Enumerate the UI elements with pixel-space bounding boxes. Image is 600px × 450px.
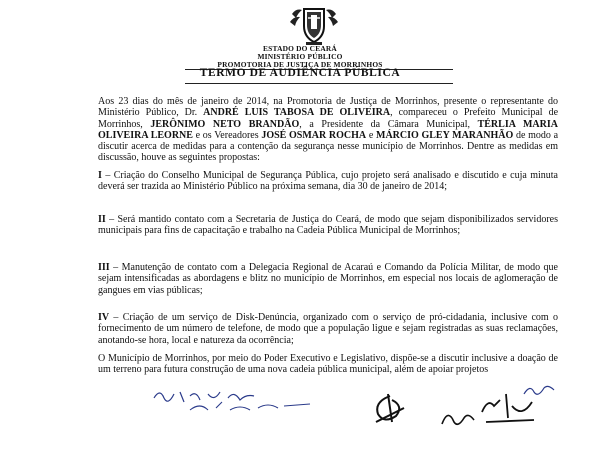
- margin-initials-icon: [520, 380, 560, 400]
- council-president-name: TÉRLIA MARIA OLIVEIRA LEORNE: [98, 118, 558, 141]
- document-title: TERMO DE AUDIÊNCIA PÚBLICA: [199, 67, 401, 79]
- signature-2-icon: [438, 404, 478, 430]
- proposal-item-2: II – Será mantido contato com a Secretaria de Justiça do Ceará, de modo que sejam disponibilizados servidores municipais para fins de capacitação e trabalho na Cadeia Pública Municipal de Morrinhos;: [98, 214, 558, 237]
- header-ministry: MINISTÉRIO PÚBLICO: [257, 52, 343, 61]
- councilor-name-2: MÁRCIO GLEY MARANHÃO: [376, 129, 514, 141]
- closing-paragraph: O Município de Morrinhos, por meio do Poder Executivo e Legislativo, dispõe-se a discutir inclusive a doação de um terreno para futura construção de uma nova cadeia pública municipal, além de apoiar projetos: [98, 353, 558, 376]
- title-divider: [185, 83, 453, 84]
- proposal-item-3: III – Manutenção de contato com a Delegacia Regional de Acaraú e Comando da Polícia Militar, de modo que sejam intensificadas as abordagens e blitz no município de Morrinhos, em especial nos locais de aglomeração de gangues em vias públicas;: [98, 262, 558, 296]
- prosecutor-name: ANDRÉ LUIS TABOSA DE OLIVEIRA: [203, 107, 391, 119]
- handwritten-note-signature: [150, 384, 320, 414]
- mayor-name: JERÔNIMO NETO BRANDÃO: [150, 118, 300, 130]
- proposal-item-1: I – Criação do Conselho Municipal de Segurança Pública, cujo projeto será analisado e discutido e cuja minuta deverá ser trazida ao Ministério Público na próxima semana, dia 30 de janeiro de 2014;: [98, 170, 558, 193]
- intro-paragraph: Aos 23 dias do mês de janeiro de 2014, na Promotoria de Justiça de Morrinhos, presente o representante do Ministério Público, Dr. ANDRÉ LUIS TABOSA DE OLIVEIRA, compareceu o Prefeito Municipal de Morrinhos, JERÔNIMO NETO BRANDÃO, a Presidente da Câmara Municipal, TÉRLIA MARIA OLIVEIRA LEORNE e os Vereadores JOSÉ OSMAR ROCHA e MÁRCIO GLEY MARANHÃO de modo a discutir acerca de medidas para a contenção da segurança nesse município de Morrinhos. Dentre as medidas em discussão, houve as seguintes propostas:: [98, 96, 559, 164]
- councilor-name-1: JOSÉ OSMAR ROCHA: [261, 129, 367, 141]
- header-state: ESTADO DO CEARÁ: [263, 44, 337, 53]
- signature-1-icon: [370, 392, 410, 426]
- proposal-item-4: IV – Criação de um serviço de Disk-Denúncia, organizado com o serviço de pró-cidadania, inclusive com o fornecimento de um número de telefone, de modo que a população ligue e sejam registradas as suas reclamações, anotando-se hora, local e natureza da ocorrência;: [98, 312, 558, 346]
- header-prosecutor-office: PROMOTORIA DE JUSTIÇA DE MORRINHOS: [217, 60, 383, 69]
- coat-of-arms-icon: [286, 4, 342, 46]
